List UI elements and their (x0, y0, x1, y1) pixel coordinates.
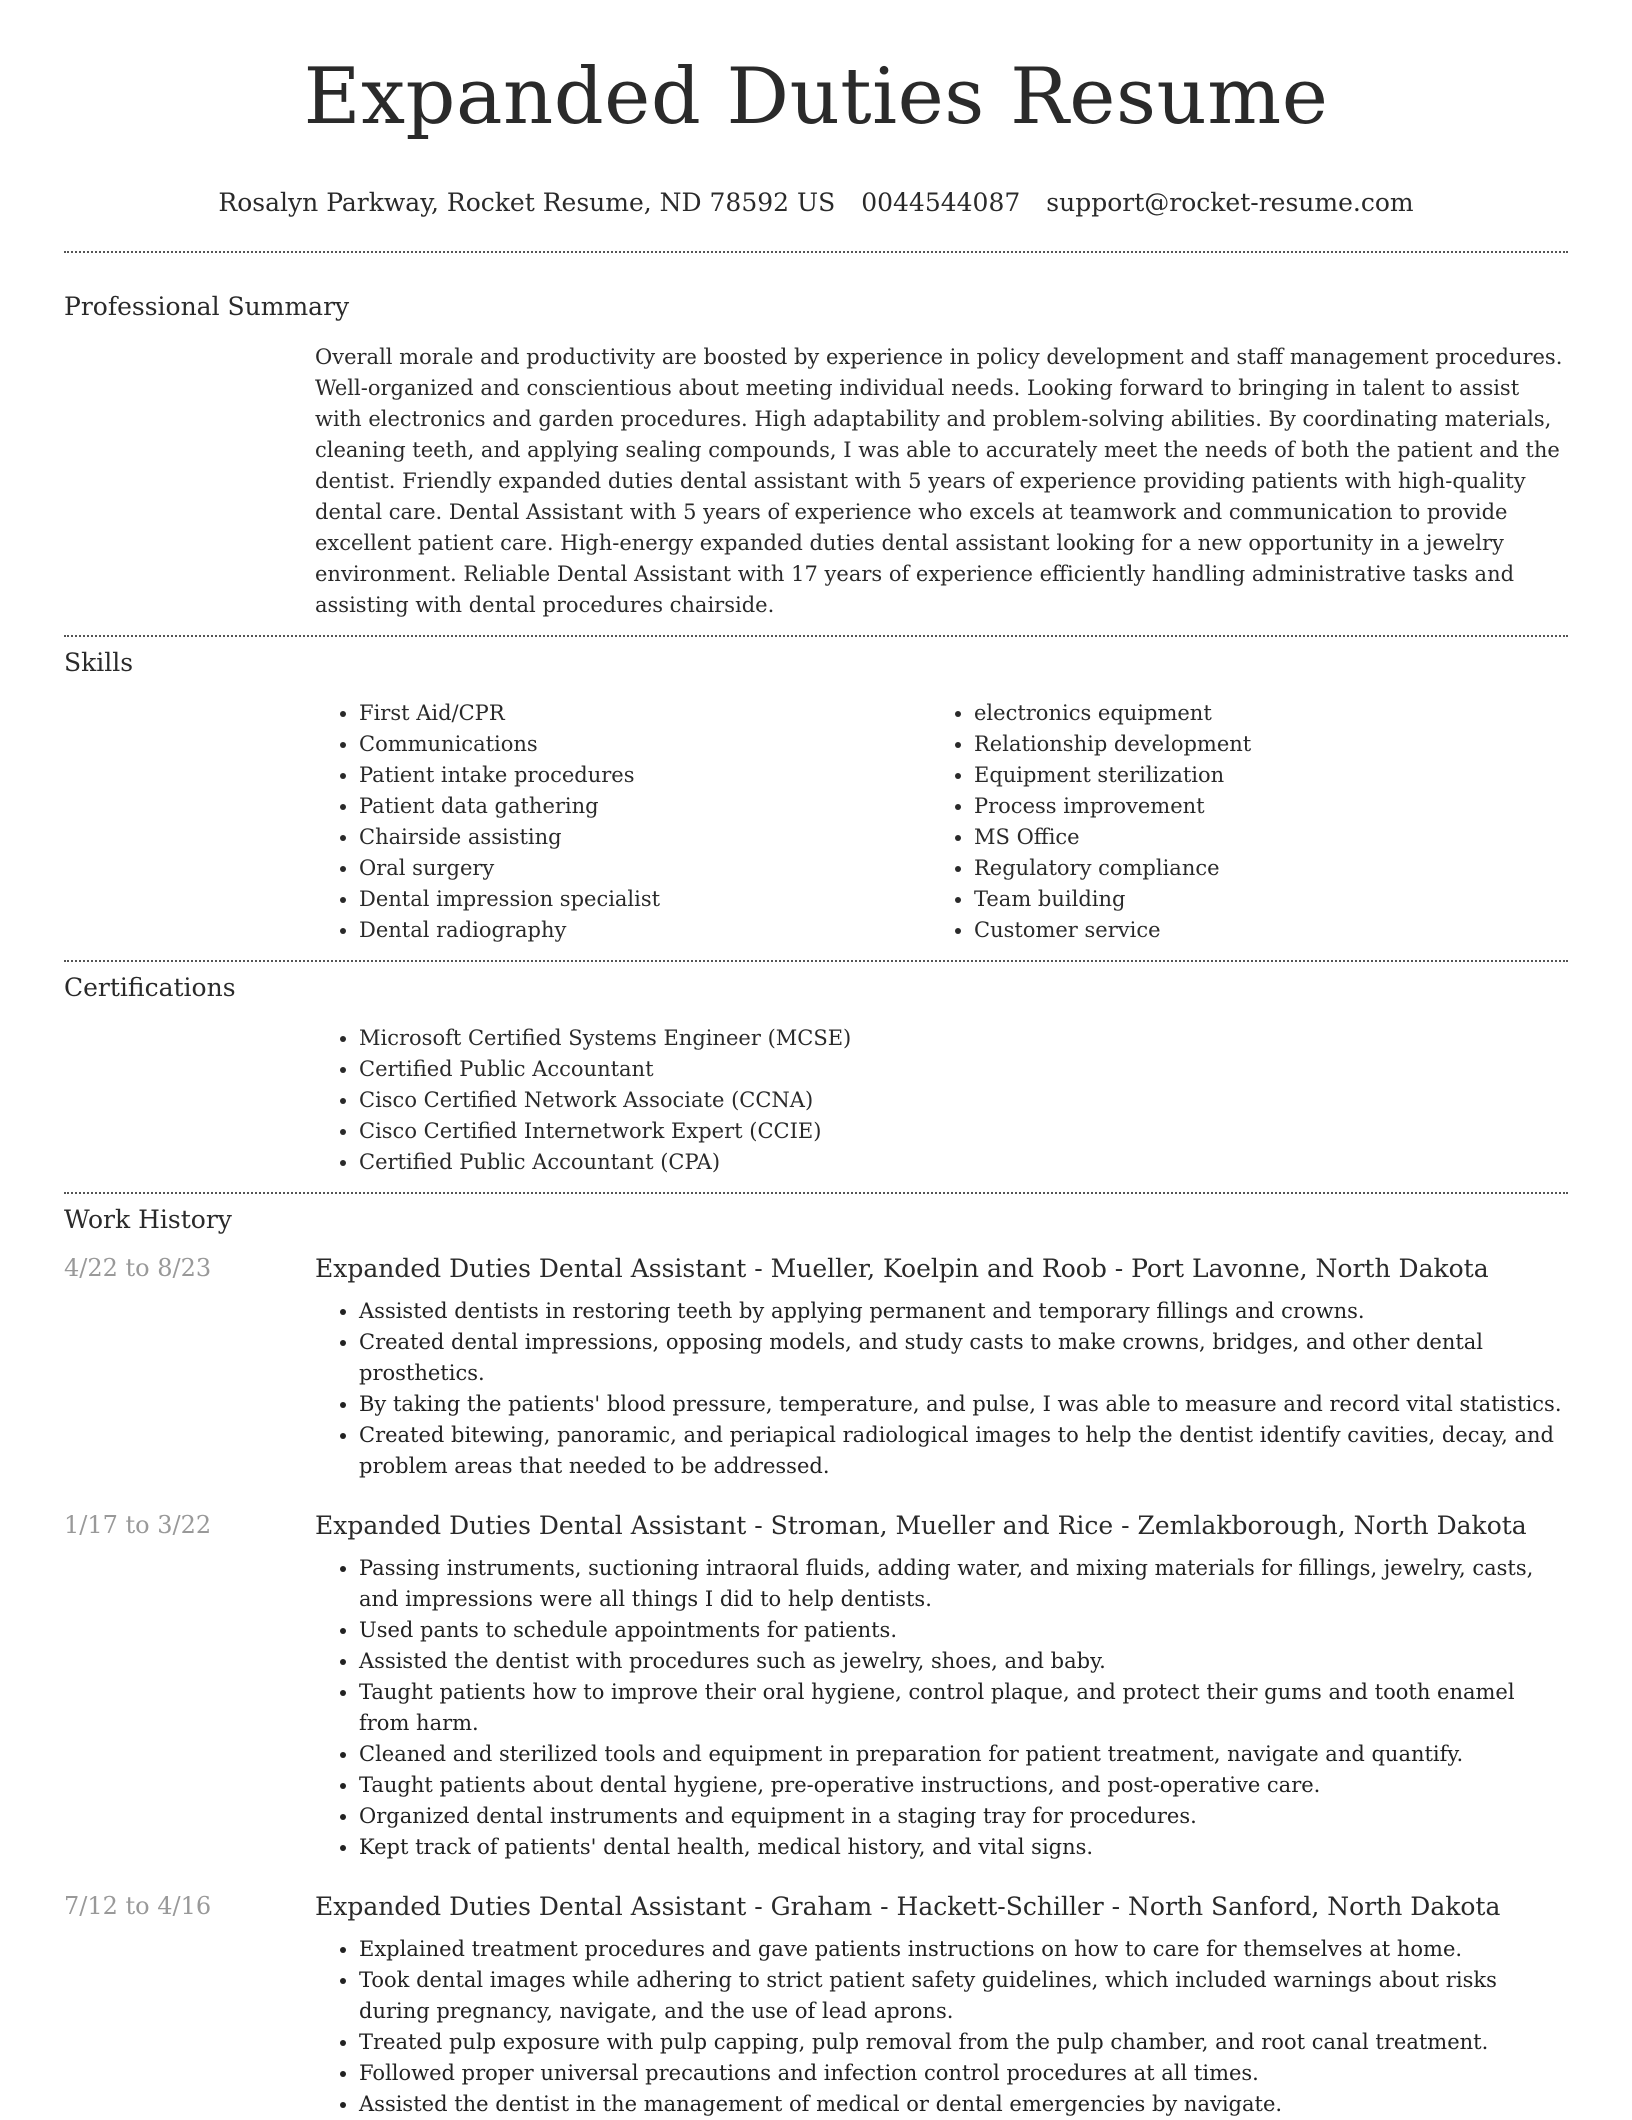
skill-item: • Communications (359, 729, 930, 760)
job-bullet: • Cleaned and sterilized tools and equipment in preparation for patient treatment, navigate and quantify. (359, 1739, 1568, 1770)
job-dates: 4/22 to 8/23 (64, 1254, 212, 1283)
summary-text: Overall morale and productivity are boosted by experience in policy development and staff management procedures. Well-organized and conscientious about meeting individual needs. Looking forward to bringing in talent to assist with electronics and garden procedures. High adaptability and problem-solving abilities. By coordinating materials, cleaning teeth, and applying sealing compounds, I was able to accurately meet the needs of both the patient and the dentist. Friendly expanded duties dental assistant with 5 years of experience providing patients with high-quality dental care. Dental Assistant with 5 years of experience who excels at teamwork and communication to provide excellent patient care. High-energy expanded duties dental assistant looking for a new opportunity in a jewelry environment. Reliable Dental Assistant with 17 years of experience efficiently handling administrative tasks and assisting with dental procedures chairside. (315, 345, 1563, 618)
resume-title: Expanded Duties Resume (303, 52, 1329, 142)
job-bullet: • Assisted the dentist with procedures such as jewelry, shoes, and baby. (359, 1646, 1568, 1677)
job-bullet: • Created bitewing, panoramic, and periapical radiological images to help the dentist identify cavities, decay, and problem areas that needed to be addressed. (359, 1420, 1568, 1482)
contact-email: support@rocket-resume.com (1046, 188, 1414, 218)
certifications-section (64, 962, 1568, 1178)
work-history-section (64, 1194, 1568, 2120)
job-bullet: • Taught patients how to improve their oral hygiene, control plaque, and protect their gums and tooth enamel from harm. (359, 1677, 1568, 1739)
job-dates: 1/17 to 3/22 (64, 1511, 212, 1540)
certification-item: • Microsoft Certified Systems Engineer (MCSE) (359, 1023, 1568, 1054)
certification-item: • Cisco Certified Network Associate (CCNA) (359, 1085, 1568, 1116)
section-title-certifications: Certifications (64, 973, 236, 1003)
job-bullet: • Took dental images while adhering to strict patient safety guidelines, which included warnings about risks during pregnancy, navigate, and the use of lead aprons. (359, 1965, 1568, 2027)
resume-page (64, 0, 1568, 2120)
skill-item: • First Aid/CPR (359, 698, 930, 729)
job-bullet: • Used pants to schedule appointments for patients. (359, 1615, 1568, 1646)
section-title-work-history: Work History (64, 1205, 232, 1235)
job-heading: Expanded Duties Dental Assistant - Graham - Hackett-Schiller - North Sanford, North Dakota (315, 1892, 1501, 1922)
job-dates: 7/12 to 4/16 (64, 1892, 212, 1921)
skill-item: • Relationship development (974, 729, 1545, 760)
skills-list-right (930, 698, 1545, 946)
job-bullet: • Treated pulp exposure with pulp capping, pulp removal from the pulp chamber, and root canal treatment. (359, 2027, 1568, 2058)
job-bullet-list (315, 1296, 1568, 1482)
certification-item: • Cisco Certified Internetwork Expert (CCIE) (359, 1116, 1568, 1147)
job-entry (64, 1511, 1568, 1863)
skill-item: • Customer service (974, 915, 1545, 946)
skills-list-left (315, 698, 930, 946)
job-heading: Expanded Duties Dental Assistant - Stroman, Mueller and Rice - Zemlakborough, North Dakota (315, 1511, 1527, 1541)
job-bullet: • Assisted the dentist in the management of medical or dental emergencies by navigate. (359, 2089, 1568, 2120)
job-entry (64, 1254, 1568, 1482)
job-bullet: • Passing instruments, suctioning intraoral fluids, adding water, and mixing materials for fillings, jewelry, casts, and impressions were all things I did to help dentists. (359, 1553, 1568, 1615)
skill-item: • MS Office (974, 822, 1545, 853)
skill-item: • Team building (974, 884, 1545, 915)
certification-item: • Certified Public Accountant (359, 1054, 1568, 1085)
skill-item: • Process improvement (974, 791, 1545, 822)
job-entry (64, 1892, 1568, 2120)
section-title-skills: Skills (64, 648, 134, 678)
skill-item: • Oral surgery (359, 853, 930, 884)
job-bullet-list (315, 1553, 1568, 1863)
job-bullet: • Kept track of patients' dental health, medical history, and vital signs. (359, 1832, 1568, 1863)
job-bullet: • By taking the patients' blood pressure, temperature, and pulse, I was able to measure and record vital statistics. (359, 1389, 1568, 1420)
contact-address: Rosalyn Parkway, Rocket Resume, ND 78592 US (218, 188, 836, 218)
section-title-summary: Professional Summary (64, 292, 350, 322)
job-bullet: • Taught patients about dental hygiene, pre-operative instructions, and post-operative care. (359, 1770, 1568, 1801)
job-bullet: • Assisted dentists in restoring teeth by applying permanent and temporary fillings and crowns. (359, 1296, 1568, 1327)
job-bullet-list (315, 1934, 1568, 2120)
contact-phone: 0044544087 (861, 188, 1021, 218)
skill-item: • Patient data gathering (359, 791, 930, 822)
skill-item: • Dental impression specialist (359, 884, 930, 915)
professional-summary-section (64, 253, 1568, 621)
job-bullet: • Organized dental instruments and equipment in a staging tray for procedures. (359, 1801, 1568, 1832)
job-bullet: • Explained treatment procedures and gave patients instructions on how to care for themselves at home. (359, 1934, 1568, 1965)
job-heading: Expanded Duties Dental Assistant - Mueller, Koelpin and Roob - Port Lavonne, North Dakota (315, 1254, 1489, 1284)
certifications-list (315, 1023, 1568, 1178)
skill-item: • Patient intake procedures (359, 760, 930, 791)
skill-item: • Equipment sterilization (974, 760, 1545, 791)
job-bullet: • Followed proper universal precautions and infection control procedures at all times. (359, 2058, 1568, 2089)
skill-item: • Chairside assisting (359, 822, 930, 853)
skill-item: • Dental radiography (359, 915, 930, 946)
job-bullet: • Created dental impressions, opposing models, and study casts to make crowns, bridges, and other dental prosthetics. (359, 1327, 1568, 1389)
skills-section (64, 637, 1568, 946)
certification-item: • Certified Public Accountant (CPA) (359, 1147, 1568, 1178)
skill-item: • Regulatory compliance (974, 853, 1545, 884)
contact-line (64, 188, 1568, 217)
skill-item: • electronics equipment (974, 698, 1545, 729)
